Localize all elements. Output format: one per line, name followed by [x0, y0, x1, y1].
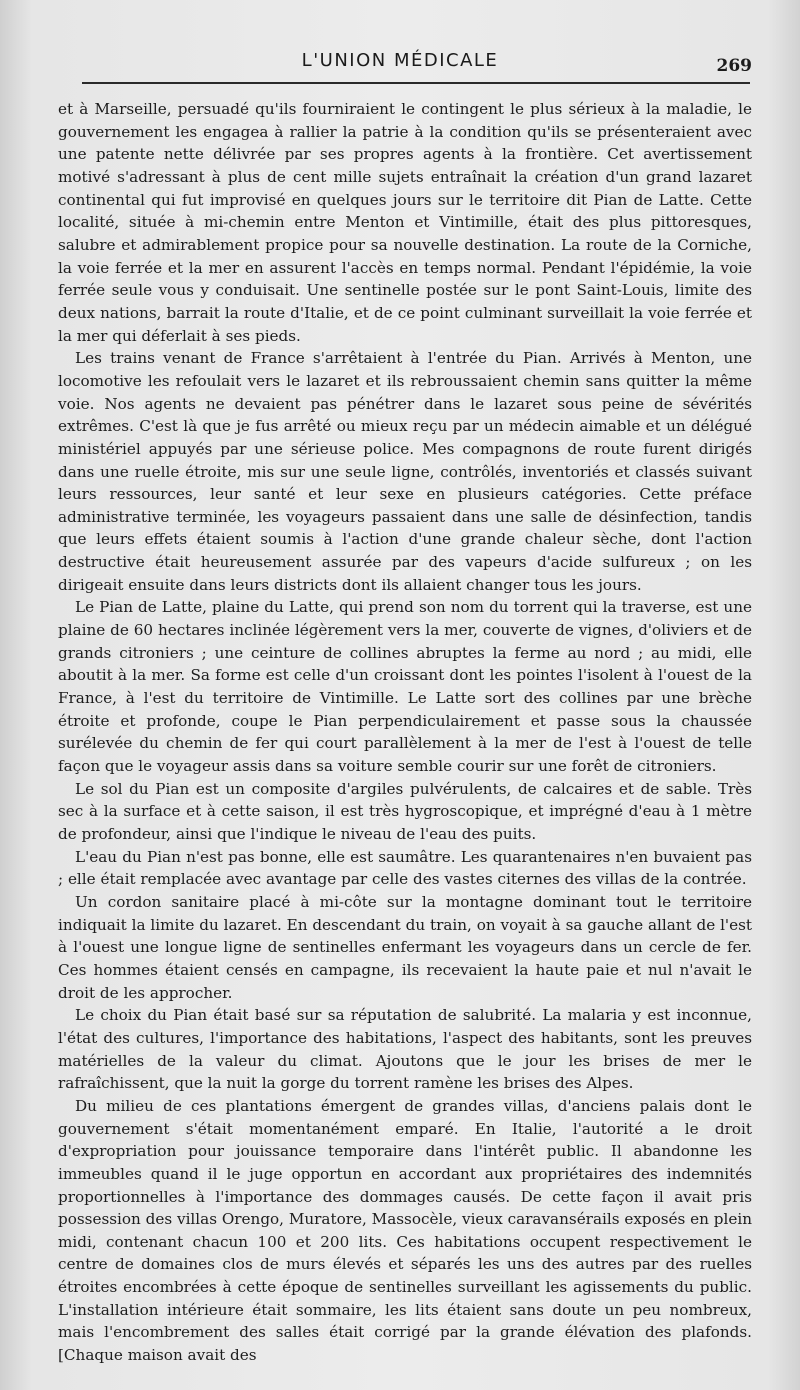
paragraph-1: et à Marseille, persuadé qu'ils fourniraient le contingent le plus sérieux à la maladie, le gouvernement les engagea à rallier la patrie à la condition qu'ils se présenteraient avec une patente nette délivrée par ses propres agents à la frontière. Cet avertissement motivé s'adressant à plus de cent mille sujets entraînait la création d'un grand lazaret continental qui fut improvisé en quelques jours sur le territoire dit Pian de Latte. Cette localité, située à mi-chemin entre Menton et Vintimille, était des plus pittoresques, salubre et admirablement propice pour sa nouvelle destination. La route de la Corniche, la voie ferrée et la mer en assurent l'accès en temps normal. Pendant l'épidémie, la voie ferrée seule vous y conduisait. Une sentinelle postée sur le pont Saint-Louis, limite des deux nations, barrait la route d'Italie, et de ce point culminant surveillait la voie ferrée et la mer qui déferlait à ses pieds.: [58, 100, 752, 345]
paragraph-2: Les trains venant de France s'arrêtaient à l'entrée du Pian. Arrivés à Menton, une locomotive les refoulait vers le lazaret et ils rebroussaient chemin sans quitter la même voie. Nos agents ne devaient pas pénétrer dans le lazaret sous peine de sévérités extrêmes. C'est là que je fus arrêté ou mieux reçu par un médecin aimable et un délégué ministériel appuyés par une sérieuse police. Mes compagnons de route furent dirigés dans une ruelle étroite, mis sur une seule ligne, contrôlés, inventoriés et classés suivant leurs ressources, leur santé et leur sexe en plusieurs catégories. Cette préface administrative terminée, les voyageurs passaient dans une salle de désinfection, tandis que leurs effets étaient soumis à l'action d'une grande chaleur sèche, dont l'action destructive était heureusement assurée par des vapeurs d'acide sulfureux ; on les dirigeait ensuite dans leurs districts dont ils allaient changer tous les jours.: [58, 349, 752, 594]
article-body: [58, 98, 752, 1367]
header-rule: [82, 82, 750, 84]
page-number: 269: [716, 56, 752, 76]
paragraph-4: Le sol du Pian est un composite d'argiles pulvérulents, de calcaires et de sable. Très sec à la surface et à cette saison, il est très hygroscopique, et imprégné d'eau à 1 mètre de profondeur, ainsi que l'indique le niveau de l'eau des puits.: [58, 779, 752, 843]
paragraph-3: Le Pian de Latte, plaine du Latte, qui prend son nom du torrent qui la traverse, est une plaine de 60 hectares inclinée légèrement vers la mer, couverte de vignes, d'oliviers et de grands citroniers ; une ceinture de collines abruptes la ferme au nord ; au midi, elle aboutit à la mer. Sa forme est celle d'un croissant dont les pointes l'isolent à l'ouest de la France, à l'est du territoire de Vintimille. Le Latte sort des collines par une brèche étroite et profonde, coupe le Pian perpendiculairement et passe sous la chaussée surélevée du chemin de fer qui court parallèlement à la mer de l'est à l'ouest de telle façon que le voyageur assis dans sa voiture semble courir sur une forêt de citroniers.: [58, 598, 752, 776]
paragraph-5: L'eau du Pian n'est pas bonne, elle est saumâtre. Les quarantenaires n'en buvaient pas ; elle était remplacée avec avantage par celle des vastes citernes des villas de la contrée.: [58, 847, 752, 889]
journal-title: L'UNION MÉDICALE: [301, 50, 499, 71]
paragraph-6: Un cordon sanitaire placé à mi-côte sur la montagne dominant tout le territoire indiquait la limite du lazaret. En descendant du train, on voyait à sa gauche allant de l'est à l'ouest une longue ligne de sentinelles enfermant les voyageurs dans un cercle de fer. Ces hommes étaient censés en campagne, ils recevaient la haute paie et nul n'avait le droit de les approcher.: [58, 892, 752, 1002]
paragraph-7: Le choix du Pian était basé sur sa réputation de salubrité. La malaria y est inconnue, l'état des cultures, l'importance des habitations, l'aspect des habitants, sont les preuves matérielles de la valeur du climat. Ajoutons que le jour les brises de mer le rafraîchissent, que la nuit la gorge du torrent ramène les brises des Alpes.: [58, 1006, 752, 1093]
paragraph-8: Du milieu de ces plantations émergent de grandes villas, d'anciens palais dont le gouvernement s'était momentanément emparé. En Italie, l'autorité a le droit d'expropriation pour jouissance temporaire dans l'intérêt public. Il abandonne les immeubles quand il le juge opportun en accordant aux propriétaires des indemnités proportionnelles à l'importance des dommages causés. De cette façon il avait pris possession des villas Orengo, Muratore, Massocèle, vieux caravansérails exposés en plein midi, contenant chacun 100 et 200 lits. Ces habitations occupent respectivement le centre de domaines clos de murs élevés et séparés les uns des autres par des ruelles étroites encombrées à cette époque de sentinelles surveillant les agissements du public. L'installation intérieure était sommaire, les lits étaient sans doute un peu nombreux, mais l'encombrement des salles était corrigé par la grande élévation des plafonds. [Chaque maison avait des: [58, 1096, 752, 1365]
running-header: [0, 48, 800, 78]
